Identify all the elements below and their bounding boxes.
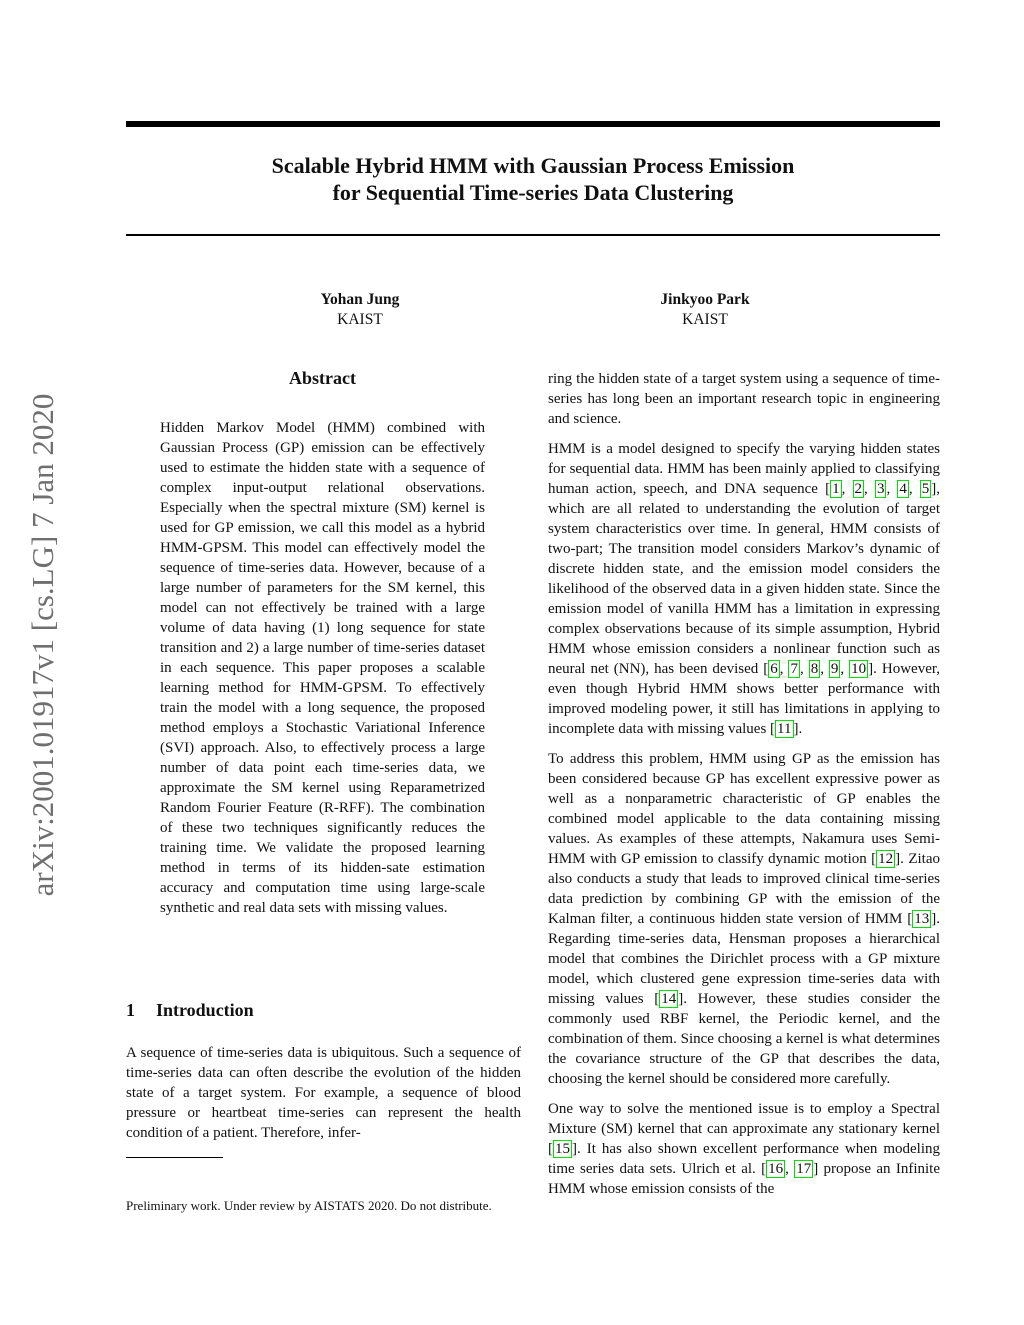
intro-right-column (548, 369, 940, 1199)
abstract-text: Hidden Markov Model (HMM) combined with Gaussian Process (GP) emission can be effectively used to estimate the hidden state with a sequence of complex input-output relational observations. Especially when the spectral mixture (SM) kernel is used for GP emission, we call this model as a hybrid HMM-GPSM. This model can effectively model the sequence of time-series data. However, because of a large number of parameters for the SM kernel, this model can not effectively be trained with a large volume of data having (1) long sequence for state transition and 2) a large number of time-series dataset in each sequence. This paper proposes a scalable learning method for HMM-GPSM. To effectively train the model with a long sequence, the proposed method employs a Stochastic Variational Inference (SVI) approach. Also, to effectively process a large number of data point each time-series data, we approximate the SM kernel using Reparametrized Random Fourier Feature (R-RFF). The combination of these two techniques significantly reduces the training time. We validate the proposed learning method in terms of its hidden-sate estimation accuracy and computation time using large-scale synthetic and real data sets with missing values. (160, 420, 485, 916)
abstract-heading: Abstract (289, 368, 356, 388)
intro-paragraph-2: ring the hidden state of a target system using a sequence of time-series has long been an important research topic in engineering and science. (548, 371, 940, 427)
abstract-body (160, 418, 485, 918)
intro-paragraph-4 (548, 749, 940, 1089)
paragraph-text: One way to solve the mentioned issue is to employ a Spectral Mixture (SM) kernel that can approximate any stationary kernel [ (548, 1101, 940, 1157)
paragraph-text: ]. It has also shown excellent performance when modeling time series data sets. Ulrich et al. [ (548, 1141, 940, 1177)
paragraph-text: ]. Regarding time-series data, Hensman proposes a hierarchical model that combines the Dirichlet process with a GP mixture model, which clustered gene expression time-series data with missing values [ (548, 911, 940, 1007)
citation-link[interactable]: 6 (770, 661, 778, 677)
citation-link[interactable]: 11 (777, 721, 792, 737)
citation-link[interactable]: 4 (899, 481, 907, 497)
citation-link[interactable]: 9 (830, 661, 839, 677)
citation-link[interactable]: 13 (914, 911, 930, 927)
intro-paragraph-5: One way to solve the mentioned issue is to employ a Spectral Mixture (SM) kernel that can approximate any stationary kernel [ 15 ]. It has also shown excellent performance when modeling time series data sets. Ulrich et al. [ 16 , 17 ] propose an Infinite HMM whose emission consists of the (548, 1101, 941, 1197)
author-block-1 (260, 290, 460, 330)
citation-link[interactable]: 15 (555, 1141, 570, 1157)
author-affiliation: KAIST (682, 311, 728, 328)
paragraph-text: ], which are all related to understanding the evolution of target system characteristics over time. In general, HMM consists of two-part; The transition model considers Markov’s dynamic of discrete hidden state, and the emission model considers the likelihood of the observed data in a given hidden state. Since the emission model of vanilla HMM has a limitation in expressing complex observations because of its simple assumption, Hybrid HMM whose emission considers a nonlinear function such as neural net (NN), has been devised [ (548, 481, 941, 677)
section-number: 1 (126, 1000, 135, 1020)
author-block-2 (605, 290, 805, 330)
citation-link[interactable]: 16 (768, 1161, 784, 1177)
paper-title (126, 152, 940, 206)
citation-link[interactable]: 2 (854, 481, 863, 497)
arxiv-identifier: arXiv:2001.01917v1 [cs.LG] 7 Jan 2020 (25, 393, 60, 897)
paragraph-text: ] propose an Infinite HMM whose emission consists of the (548, 1161, 941, 1197)
paragraph-text: To address this problem, HMM using GP as the emission has been considered because GP has excellent expressive power as well as a nonparametric characteristic of GP enables the combined model applicable to the data containing missing values. As examples of these attempts, Nakamura uses Semi-HMM with GP emission to classify dynamic motion [ (548, 751, 940, 867)
author-name: Yohan Jung (320, 291, 400, 308)
intro-paragraph-3: HMM is a model designed to specify the varying hidden states for sequential data. HMM has been mainly applied to classifying human action, speech, and DNA sequence [ 1 , 2 , 3 , 4 , 5 ], which are all related to understanding the evolution of target system characteristics over time. In general, HMM consists of two-part; The transition model considers Markov’s dynamic of discrete hidden state, and the emission model considers the likelihood of the observed data in a given hidden state. Since the emission model of vanilla HMM has a limitation in expressing complex observations because of its simple assumption, Hybrid HMM whose emission considers a nonlinear function such as neural net (NN), has been devised [ 6 , 7 , 8 , 9 , 10 ]. However, even though Hybrid HMM shows better performance with improved modeling power, it still has limitations in applying to incomplete data with missing values [ 11 ]. (548, 441, 941, 737)
paragraph-text: ]. (793, 721, 803, 737)
citation-link[interactable]: 12 (878, 851, 894, 867)
section-title: Introduction (156, 1000, 254, 1020)
paragraph-text: ]. Zitao also conducts a study that leads to improved clinical time-series data prediction by combining GP with the emission of the Kalman filter, a continuous hidden state version of HMM [ (548, 851, 940, 927)
intro-left-column (126, 1043, 521, 1143)
title-top-rule (126, 121, 940, 127)
title-line-2: for Sequential Time-series Data Clustering (332, 180, 734, 205)
citation-link[interactable]: 5 (921, 481, 930, 497)
citation-link[interactable]: 17 (796, 1161, 812, 1177)
citation-link[interactable]: 10 (851, 661, 867, 677)
title-bottom-rule (126, 234, 940, 236)
paragraph-text: ]. However, these studies consider the commonly used RBF kernel, the Periodic kernel, and the combination of them. Since choosing a kernel is what determines the covariance structure of the GP that describes the data, choosing the kernel should be considered more carefully. (548, 991, 940, 1087)
citation-link[interactable]: 8 (810, 661, 819, 677)
footnote-rule (126, 1157, 223, 1158)
footnote: Preliminary work. Under review by AISTATS 2020. Do not distribute. (126, 1198, 492, 1213)
author-affiliation: KAIST (337, 311, 383, 328)
intro-paragraph-1: A sequence of time-series data is ubiquitous. Such a sequence of time-series data can often describe the evolution of the hidden state of a target system. For example, a sequence of blood pressure or heartbeat time-series can represent the health condition of a patient. Therefore, infer- (126, 1045, 521, 1141)
title-line-1: Scalable Hybrid HMM with Gaussian Process Emission (271, 153, 795, 178)
citation-link[interactable]: 3 (876, 481, 885, 497)
section-heading-introduction (126, 998, 254, 1022)
citation-link[interactable]: 1 (832, 481, 840, 497)
paragraph-text: HMM is a model designed to specify the varying hidden states for sequential data. HMM has been mainly applied to classifying human action, speech, and DNA sequence [ (548, 441, 940, 497)
paragraph-text: ]. However, even though Hybrid HMM shows better performance with improved modeling power, it still has limitations in applying to incomplete data with missing values [ (548, 661, 941, 737)
citation-link[interactable]: 7 (790, 661, 798, 677)
citation-link[interactable]: 14 (661, 991, 677, 1007)
author-name: Jinkyoo Park (660, 291, 750, 308)
